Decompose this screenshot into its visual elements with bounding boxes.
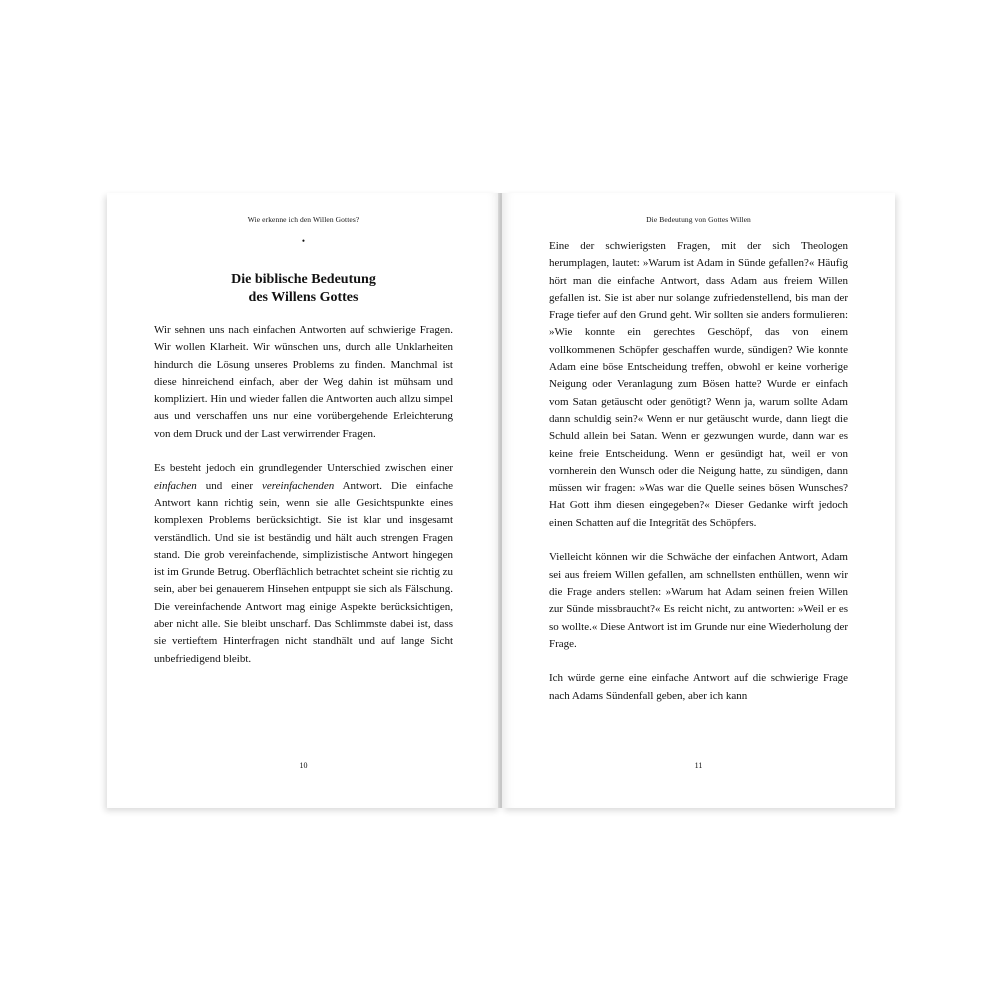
right-paragraph-1: Eine der schwierigsten Fragen, mit der sich Theologen herumplagen, lautet: »Warum ist Adam in Sünde gefallen?« Häufig hört man die einfache Antwort, dass Adam aus freiem Willen gefallen ist. Sie ist aber nur solange zufriedenstellend, bis man der Frage tiefer auf den Grund geht. Wir sollten sie anders formulieren: »Wie konnte ein gerechtes Geschöpf, das von einem vollkommenen Schöpfer geschaffen wurde, sündigen? Wie konnte Adam eine böse Entscheidung treffen, obwohl er keine vorherige Neigung oder Veranlagung zum Bösen hatte? Wurde er einfach vom Satan getäuscht oder genötigt? Wenn ja, warum sollte Adam dann schuldig sein?« Wenn er nur getäuscht wurde, dann liegt die Schuld allein bei Satan. Wenn er gezwungen wurde, dann war es keine freie Entscheidung. Wenn er gesündigt hat, weil er von vornherein den Wunsch oder die Neigung hatte, zu sündigen, dann müssen wir fragen: »Was war die Quelle seines bösen Wunsches? Hat Gott ihm diesen eingegeben?« Dieser Gedanke wirft jedoch einen Schatten auf die Integrität des Schöpfers. [549,240,848,529]
page-number-left: 10 [299,761,308,770]
left-page [107,193,500,808]
chapter-title-line2: des Willens Gottes [248,290,359,305]
emphasis-vereinfachenden: vereinfachenden [262,479,335,492]
right-paragraph-3: Ich würde gerne eine einfache Antwort auf die schwierige Frage nach Adams Sündenfall geben, aber ich kann [549,672,848,702]
paragraph-text: und einer [196,479,263,492]
left-paragraph-2 [154,460,453,668]
ornament-bullet: • [301,236,306,246]
running-head-right: Die Bedeutung von Gottes Willen [646,215,751,224]
paragraph-text: Antwort. Die einfache Antwort kann richtig sein, wenn sie alle Gesichtspunkte eines komplexen Problems berücksichtigt. Sie ist klar und insgesamt verständlich. Und sie ist beständig und hält auch strengen Fragen stand. Die grob vereinfachende, simplizistische Antwort hingegen ist im Grunde Betrug. Oberflächlich betrachtet scheint sie richtig zu sein, aber bei genauerem Hinsehen entpuppt sie sich als Fälschung. Die vereinfachende Antwort mag einige Aspekte berücksichtigen, aber nicht alle. Sie bleibt unscharf. Das Schlimmste dabei ist, dass sie vertieftem Hinterfragen nicht standhält und auf lange Sicht unbefriedigend bleibt. [154,479,453,665]
right-page [502,193,895,808]
running-head-left: Wie erkenne ich den Willen Gottes? [247,215,360,224]
chapter-title [107,271,500,307]
left-paragraph-1: Wir sehnen uns nach einfachen Antworten auf schwierige Fragen. Wir wollen Klarheit. Wir wünschen uns, durch alle Unklarheiten hindurch die Lösung unseres Problems zu finden. Manchmal ist diese hinreichend einfach, aber der Weg dahin ist mühsam und kompliziert. Hin und wieder fallen die Antworten auch allzu simpel aus und verschaffen uns nur eine vorübergehende Erleichterung von dem Druck und der Last verwirrender Fragen. [154,324,453,440]
right-body-text [549,238,848,705]
chapter-title-line1: Die biblische Bedeutung [231,272,376,287]
page-number-right: 11 [694,761,703,770]
right-paragraph-2: Vielleicht können wir die Schwäche der einfachen Antwort, Adam sei aus freiem Willen gefallen, am schnellsten enthüllen, wenn wir die Frage anders stellen: »Warum hat Adam seinen freien Willen zur Sünde missbraucht?« Es reicht nicht, zu antworten: »Weil er es so wollte.« Diese Antwort ist im Grunde nur eine Wiederholung der Frage. [549,551,848,650]
emphasis-einfachen: einfachen [154,479,197,492]
book-spread [107,193,895,808]
left-body-text [154,322,453,668]
paragraph-text: Es besteht jedoch ein grundlegender Unterschied zwischen einer [154,462,453,475]
